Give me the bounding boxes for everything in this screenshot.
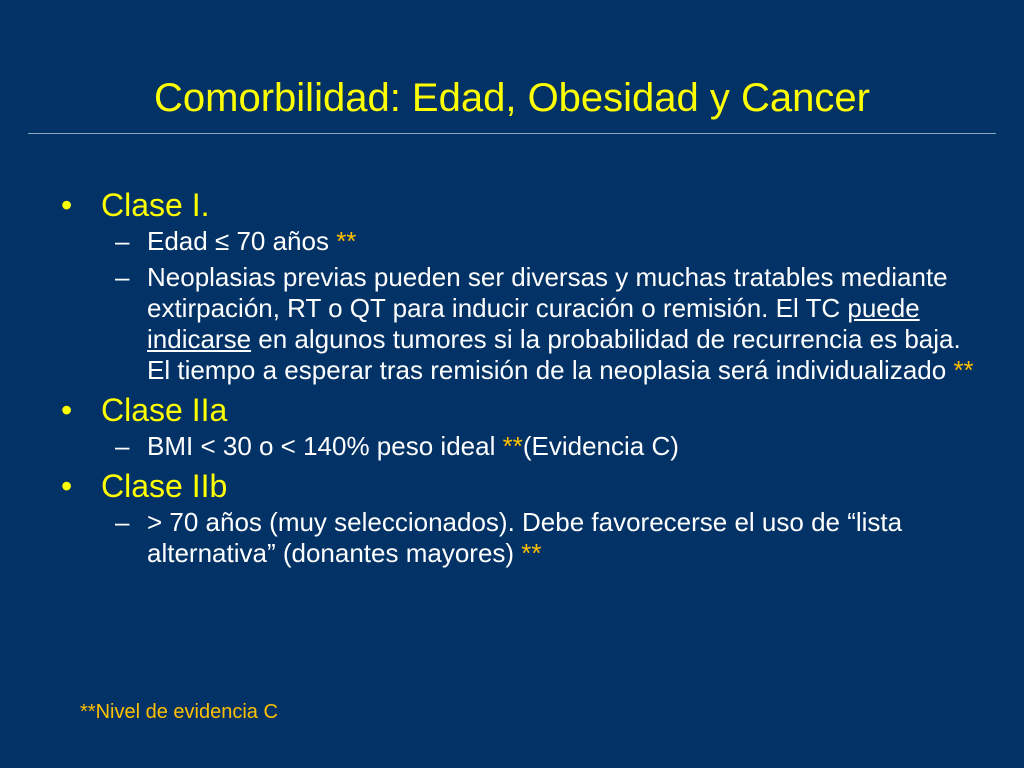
- footnote: **Nivel de evidencia C: [80, 701, 278, 723]
- evidence-stars: **: [502, 431, 523, 461]
- dash-icon: –: [115, 507, 130, 537]
- bullet-clase-iia: [58, 391, 978, 429]
- sub-bullet-text-continued: (Evidencia C): [522, 431, 679, 461]
- evidence-stars: **: [336, 226, 357, 256]
- slide-title: Comorbilidad: Edad, Obesidad y Cancer: [154, 76, 870, 120]
- dash-icon: –: [115, 226, 130, 256]
- underlined-phrase: puede indicarse: [147, 293, 920, 354]
- sub-bullet-mayores: [58, 507, 978, 569]
- evidence-stars: **: [521, 538, 542, 568]
- sub-bullet-edad: [58, 226, 978, 257]
- bullet-clase-iib: [58, 467, 978, 505]
- title-divider: [28, 133, 996, 134]
- bullet-heading: Clase I.: [101, 187, 210, 223]
- sub-bullet-neoplasias: [58, 262, 978, 386]
- sub-bullet-text: Edad ≤ 70 años: [147, 226, 337, 256]
- sub-bullet-text-continued: en algunos tumores si la probabilidad de recurrencia es baja. El tiempo a esperar tras remisión de la neoplasia será individualizado: [147, 324, 961, 385]
- slide-content: [58, 186, 978, 574]
- evidence-stars: **: [953, 355, 974, 385]
- sub-bullet-text: Neoplasias previas pueden ser diversas y muchas tratables mediante extirpación, RT o QT para inducir curación o remisión. El TC: [147, 262, 948, 323]
- sub-bullet-text: > 70 años (muy seleccionados). Debe favorecerse el uso de “lista alternativa” (donantes mayores): [147, 507, 903, 568]
- bullet-icon: •: [61, 468, 73, 504]
- dash-icon: –: [115, 431, 130, 461]
- dash-icon: –: [115, 262, 130, 292]
- bullet-heading: Clase IIa: [101, 392, 228, 428]
- bullet-icon: •: [61, 187, 73, 223]
- bullet-heading: Clase IIb: [101, 468, 228, 504]
- bullet-icon: •: [61, 392, 73, 428]
- bullet-clase-i: [58, 186, 978, 224]
- sub-bullet-bmi: [58, 431, 978, 462]
- sub-bullet-text: BMI < 30 o < 140% peso ideal: [147, 431, 503, 461]
